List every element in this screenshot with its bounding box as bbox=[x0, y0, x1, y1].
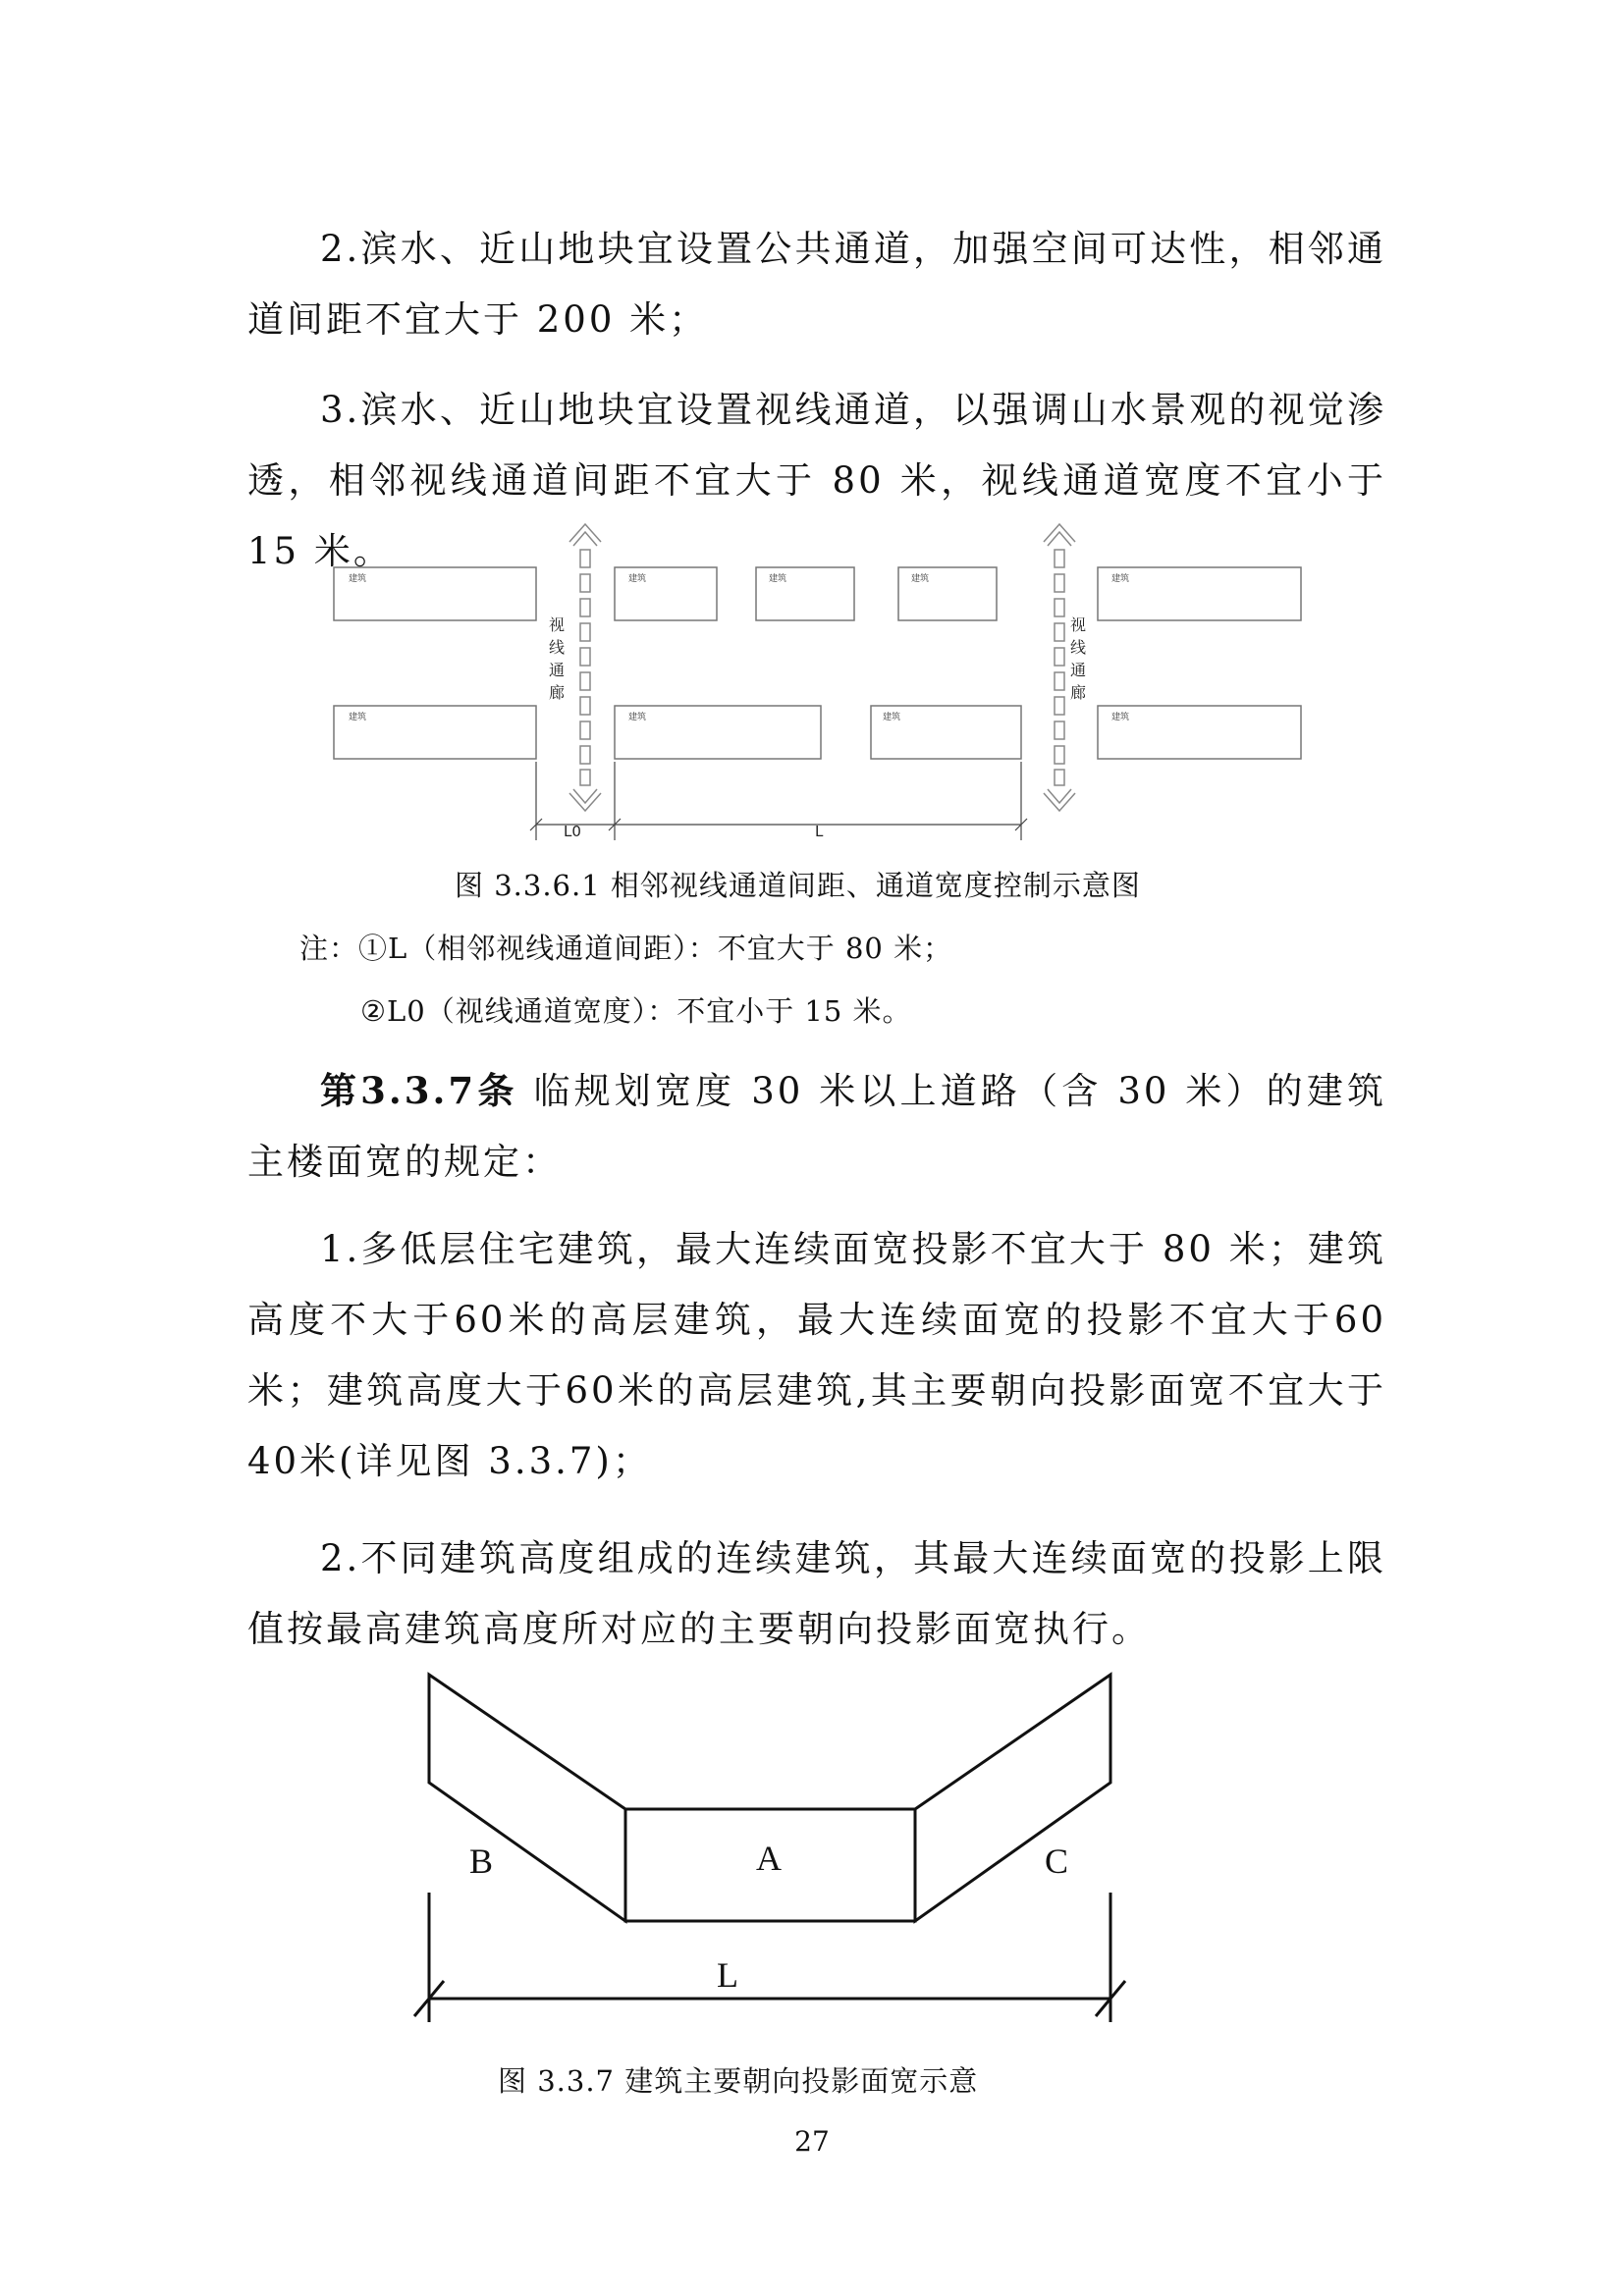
figure-facade-projection bbox=[429, 1675, 1110, 1921]
corridor-char: 廊 bbox=[549, 683, 566, 702]
page-number: 27 bbox=[794, 2125, 830, 2158]
list-item-1: 1.多低层住宅建筑，最大连续面宽投影不宜大于 80 米；建筑高度不大于60米的高层建筑，最大连续面宽的投影不宜大于60米；建筑高度大于60米的高层建筑,其主要朝向投影面宽不宜大于40米(详见图 3.3.7)； bbox=[247, 1228, 1386, 1482]
corridor-char: 通 bbox=[549, 661, 566, 679]
building-label: 建筑 bbox=[628, 713, 647, 722]
building-label: 建筑 bbox=[349, 713, 367, 722]
building-label: 建筑 bbox=[628, 574, 647, 584]
corridor-char: 线 bbox=[549, 638, 566, 657]
dimension-label-l0: L0 bbox=[564, 823, 581, 840]
note-1: 注：①L（相邻视线通道间距）：不宜大于 80 米； bbox=[299, 932, 953, 965]
corridor-char: 视 bbox=[549, 615, 566, 634]
paragraph-item-3: 3.滨水、近山地块宜设置视线通道，以强调山水景观的视觉渗透，相邻视线通道间距不宜大于 80 米，视线通道宽度不宜小于 15 米。 bbox=[247, 389, 1386, 572]
building-label: 建筑 bbox=[1111, 574, 1130, 584]
dimension-label-l: L bbox=[815, 823, 824, 840]
dimension-lines bbox=[530, 762, 1027, 840]
note-2: ②L0（视线通道宽度）：不宜小于 15 米。 bbox=[360, 994, 912, 1028]
corridor-char: 通 bbox=[1070, 661, 1087, 679]
figure1-caption: 图 3.3.6.1 相邻视线通道间距、通道宽度控制示意图 bbox=[455, 869, 1141, 902]
corridor-arrow-left bbox=[569, 524, 601, 811]
building-b-shape bbox=[429, 1675, 625, 1921]
building-label: 建筑 bbox=[911, 574, 930, 584]
figure2-caption: 图 3.3.7 建筑主要朝向投影面宽示意 bbox=[498, 2064, 979, 2098]
building-c-label: C bbox=[1045, 1842, 1069, 1881]
figure-facade-dimension bbox=[414, 1893, 1125, 2022]
corridor-char: 线 bbox=[1070, 638, 1087, 657]
building-label: 建筑 bbox=[883, 713, 901, 722]
building-c-shape bbox=[915, 1675, 1110, 1921]
corridor-char: 廊 bbox=[1070, 683, 1087, 702]
paragraph-item-2: 2.滨水、近山地块宜设置公共通道，加强空间可达性，相邻通道间距不宜大于 200 米； bbox=[247, 228, 1386, 341]
building-label: 建筑 bbox=[769, 574, 787, 584]
article-number: 第3.3.7条 bbox=[320, 1069, 518, 1112]
building-label: 建筑 bbox=[1111, 713, 1130, 722]
corridor-char: 视 bbox=[1070, 615, 1087, 634]
dimension-label-l2: L bbox=[717, 1955, 738, 1995]
building-label: 建筑 bbox=[349, 574, 367, 584]
article-heading bbox=[247, 1055, 1386, 1198]
building-a-label: A bbox=[756, 1839, 782, 1878]
article-text: 临规划宽度 30 米以上道路（含 30 米）的建筑主楼面宽的规定： bbox=[247, 1070, 1387, 1183]
list-item-2: 2.不同建筑高度组成的连续建筑，其最大连续面宽的投影上限值按最高建筑高度所对应的主要朝向投影面宽执行。 bbox=[247, 1537, 1386, 1650]
building-b-label: B bbox=[469, 1842, 494, 1881]
